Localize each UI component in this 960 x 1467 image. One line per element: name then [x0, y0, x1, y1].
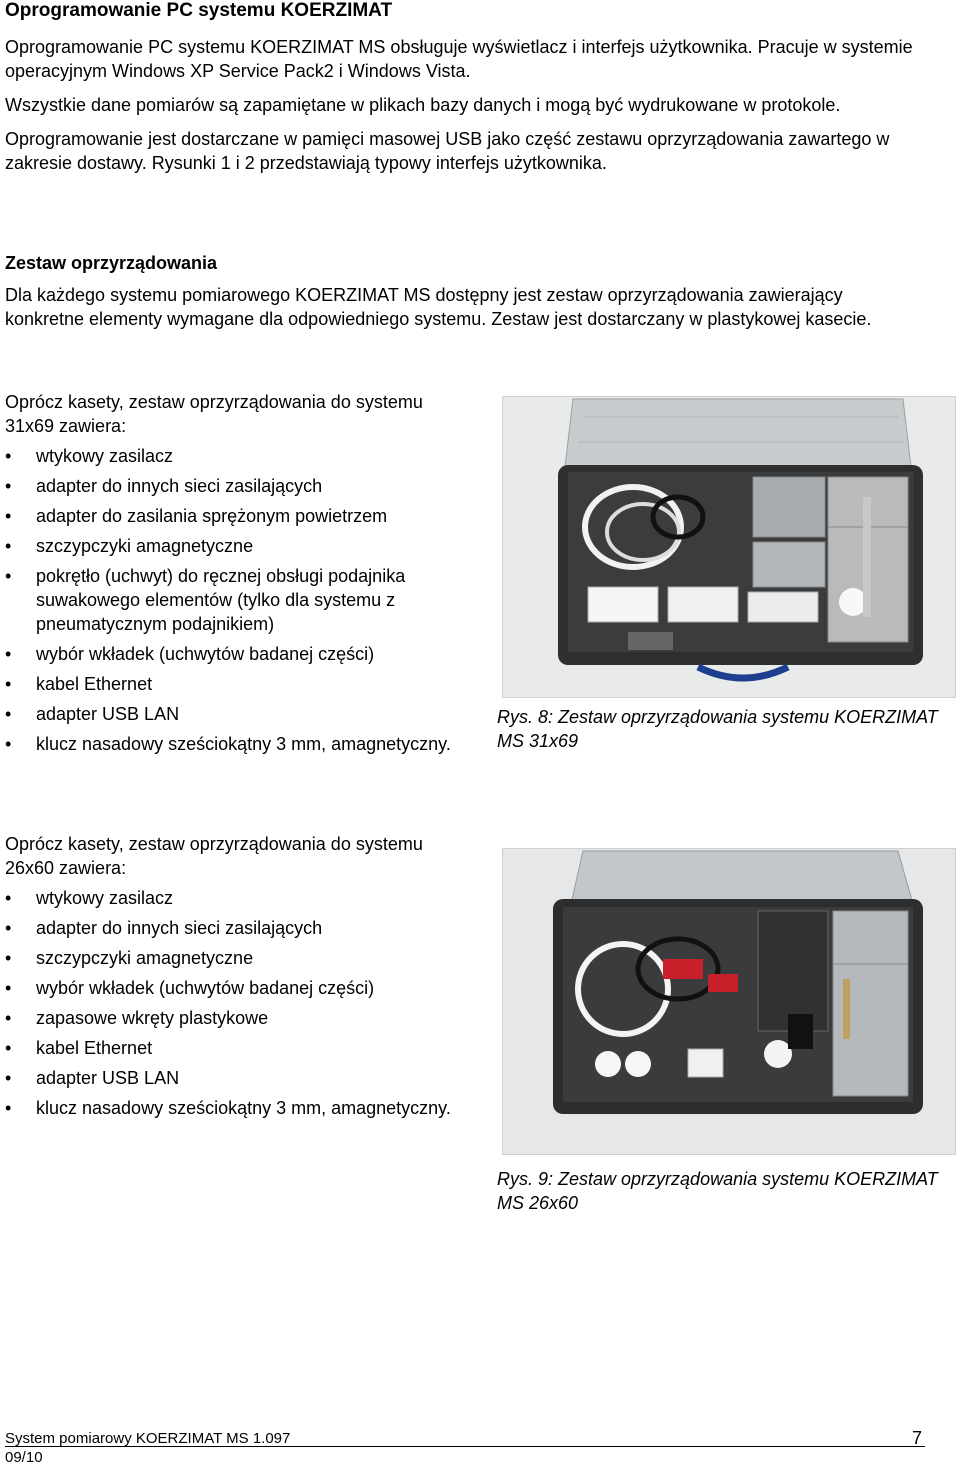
bullet-icon: •: [5, 674, 12, 694]
bullet-icon: •: [5, 1038, 12, 1058]
footer-date: 09/10: [5, 1449, 43, 1466]
bullet-icon: •: [5, 918, 12, 938]
list-item: • adapter do zasilania sprężonym powietrzem: [5, 506, 388, 526]
intro-paragraphs: [5, 35, 935, 185]
list-item: • pokrętło (uchwyt) do ręcznej obsługi podajnika suwakowego elementów (tylko dla systemu z pneumatycznym podajnikiem): [5, 566, 406, 634]
list-item: • adapter do innych sieci zasilających: [5, 918, 323, 938]
list-item: • wtykowy zasilacz: [5, 446, 174, 466]
kit-26x60-intro: Oprócz kasety, zestaw oprzyrządowania do systemu 26x60 zawiera:: [5, 834, 423, 878]
kit-31x69-intro: Oprócz kasety, zestaw oprzyrządowania do systemu 31x69 zawiera:: [5, 392, 423, 436]
list-item: • wybór wkładek (uchwytów badanej części): [5, 978, 375, 998]
bullet-icon: •: [5, 1098, 12, 1118]
intro-paragraph: Oprogramowanie jest dostarczane w pamięci masowej USB jako część zestawu oprzyrządowania zawartego w zakresie dostawy. Rysunki 1 i 2 przedstawiają typowy interfejs użytkownika.: [5, 129, 890, 173]
toolkit-31x69-photo: [502, 396, 956, 698]
list-item: • szczypczyki amagnetyczne: [5, 536, 254, 556]
list-item: • adapter USB LAN: [5, 704, 180, 724]
bullet-icon: •: [5, 536, 12, 556]
kit-description: Dla każdego systemu pomiarowego KOERZIMAT MS dostępny jest zestaw oprzyrządowania zawierający konkretne elementy wymagane dla odpowiedniego systemu. Zestaw jest dostarczany w plastykowej kasecie.: [5, 285, 872, 329]
bullet-icon: •: [5, 644, 12, 664]
list-item: • klucz nasadowy sześciokątny 3 mm, amagnetyczny.: [5, 1098, 451, 1118]
list-item: • szczypczyki amagnetyczne: [5, 948, 254, 968]
bullet-icon: •: [5, 566, 12, 586]
list-item: • klucz nasadowy sześciokątny 3 mm, amagnetyczny.: [5, 734, 451, 754]
footer-divider: [5, 1446, 925, 1447]
kit-26x60-section: [5, 832, 475, 1120]
bullet-icon: •: [5, 506, 12, 526]
page-title: Oprogramowanie PC systemu KOERZIMAT: [5, 0, 393, 21]
bullet-icon: •: [5, 948, 12, 968]
intro-paragraph: Oprogramowanie PC systemu KOERZIMAT MS obsługuje wyświetlacz i interfejs użytkownika. Pracuje w systemie operacyjnym Windows XP Service Pack2 i Windows Vista.: [5, 37, 913, 81]
list-item: • zapasowe wkręty plastykowe: [5, 1008, 269, 1028]
kit-26x60-list: [5, 886, 475, 1120]
bullet-icon: •: [5, 704, 12, 724]
kit-heading: Zestaw oprzyrządowania: [5, 253, 218, 273]
figure-9-caption: Rys. 9: Zestaw oprzyrządowania systemu KOERZIMAT MS 26x60: [497, 1169, 938, 1213]
list-item: • kabel Ethernet: [5, 674, 153, 694]
bullet-icon: •: [5, 978, 12, 998]
footer-page-number: 7: [912, 1428, 923, 1448]
bullet-icon: •: [5, 1068, 12, 1088]
list-item: • adapter USB LAN: [5, 1068, 180, 1088]
list-item: • wtykowy zasilacz: [5, 888, 174, 908]
list-item: • wybór wkładek (uchwytów badanej części): [5, 644, 375, 664]
bullet-icon: •: [5, 446, 12, 466]
footer-document-title: System pomiarowy KOERZIMAT MS 1.097: [5, 1430, 291, 1447]
bullet-icon: •: [5, 888, 12, 908]
bullet-icon: •: [5, 1008, 12, 1028]
toolkit-26x60-photo: [502, 848, 956, 1155]
intro-paragraph: Wszystkie dane pomiarów są zapamiętane w plikach bazy danych i mogą być wydrukowane w protokole.: [5, 95, 841, 115]
list-item: • adapter do innych sieci zasilających: [5, 476, 323, 496]
bullet-icon: •: [5, 734, 12, 754]
figure-8-caption: Rys. 8: Zestaw oprzyrządowania systemu KOERZIMAT MS 31x69: [497, 707, 938, 751]
kit-31x69-list: [5, 444, 475, 756]
list-item: • kabel Ethernet: [5, 1038, 153, 1058]
bullet-icon: •: [5, 476, 12, 496]
kit-31x69-section: [5, 390, 475, 756]
